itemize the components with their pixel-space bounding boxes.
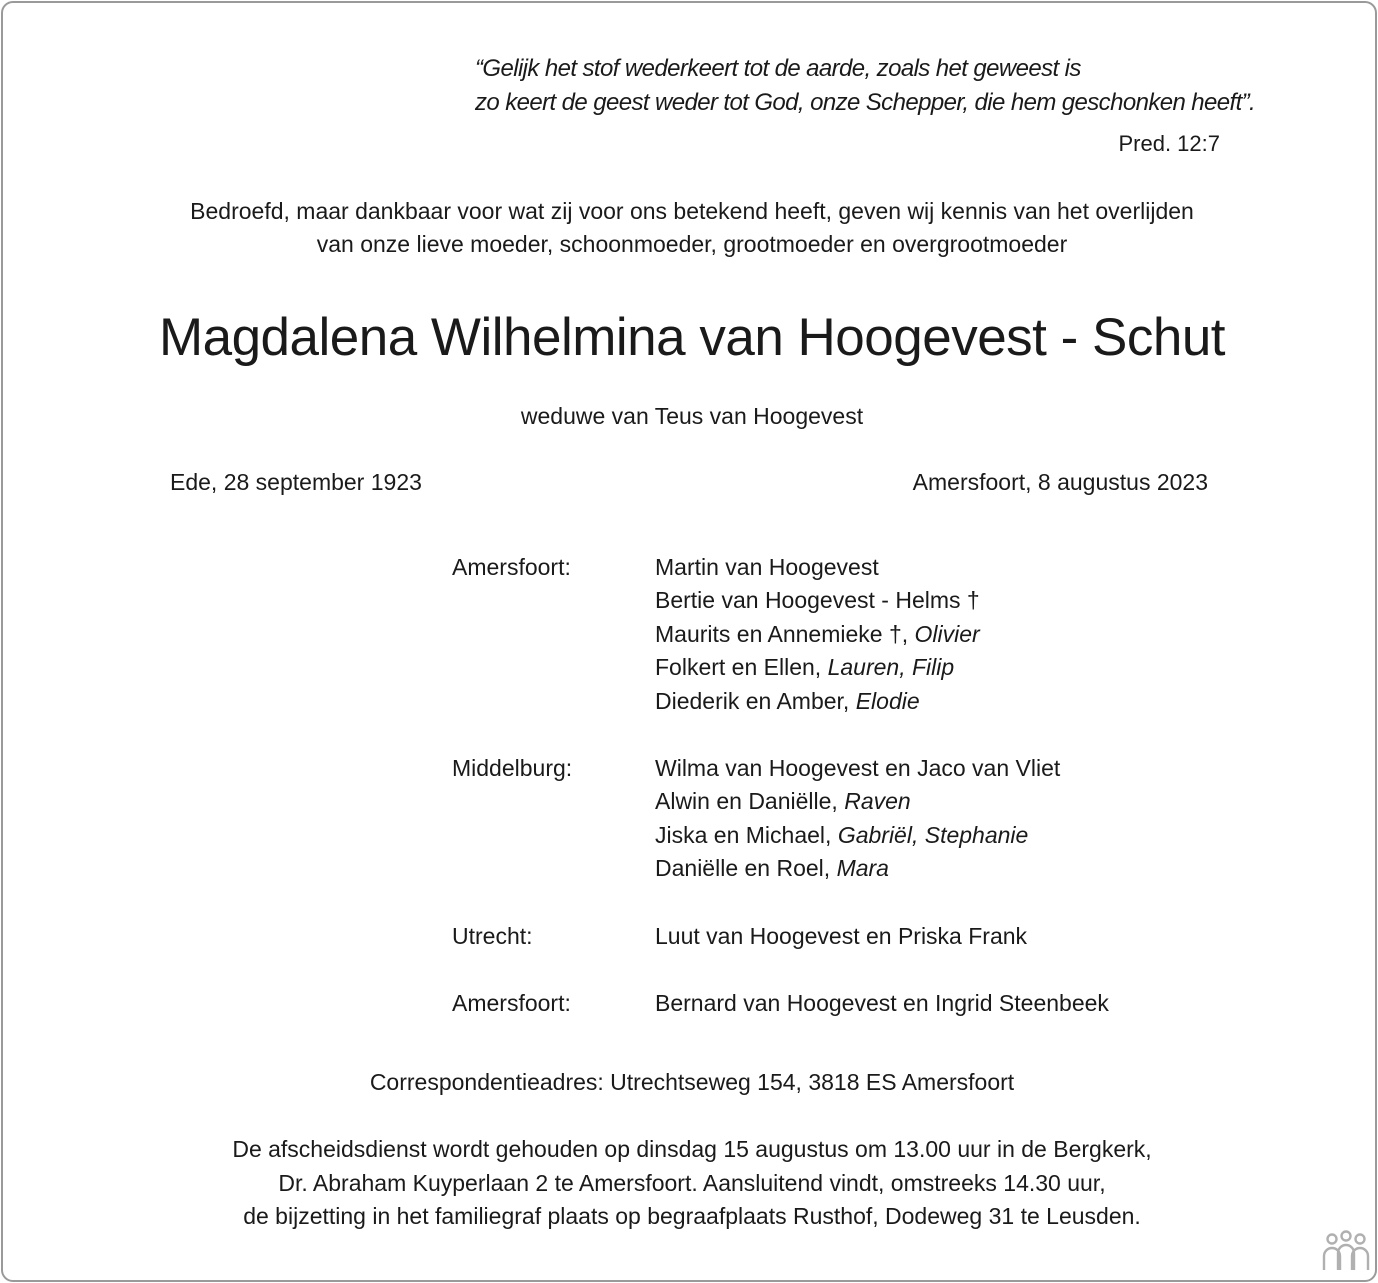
family-group bbox=[452, 987, 1252, 1020]
member-names: Bertie van Hoogevest - Helms † bbox=[655, 587, 980, 614]
family-place: Middelburg: bbox=[452, 755, 573, 782]
family-member bbox=[655, 752, 1060, 785]
widow-of: weduwe van Teus van Hoogevest bbox=[520, 403, 864, 429]
family-list bbox=[452, 551, 1252, 1054]
member-names: Maurits en Annemieke †, bbox=[655, 620, 915, 647]
service-line-3: de bijzetting in het familiegraf plaats op begraafplaats Rusthof, Dodeweg 31 te Leusden. bbox=[243, 1203, 1141, 1229]
family-member bbox=[655, 551, 980, 584]
family-place: Amersfoort: bbox=[452, 554, 571, 580]
member-children: Lauren, Filip bbox=[827, 654, 955, 681]
member-names: Bernard van Hoogevest en Ingrid Steenbeek bbox=[655, 990, 1109, 1017]
member-children: Raven bbox=[844, 788, 911, 815]
correspondence-address: Correspondentieadres: Utrechtseweg 154, 3818 ES Amersfoort bbox=[369, 1069, 1015, 1095]
family-members bbox=[655, 551, 980, 718]
member-children: Gabriël, Stephanie bbox=[837, 821, 1029, 848]
member-children: Elodie bbox=[855, 687, 920, 714]
intro-line-1: Bedroefd, maar dankbaar voor wat zij voor ons betekend heeft, geven wij kennis van het overlijden bbox=[190, 198, 1194, 224]
family-group bbox=[452, 752, 1252, 886]
member-names: Folkert en Ellen, bbox=[655, 654, 828, 681]
quote-line-1: “Gelijk het stof wederkeert tot de aarde, zoals het geweest is bbox=[475, 55, 1081, 82]
family-members bbox=[655, 920, 1027, 953]
family-member bbox=[655, 785, 1060, 818]
family-place: Amersfoort: bbox=[452, 990, 571, 1017]
death-place-date: Amersfoort, 8 augustus 2023 bbox=[912, 469, 1208, 495]
people-group-icon bbox=[1321, 1230, 1371, 1274]
member-names: Luut van Hoogevest en Priska Frank bbox=[655, 922, 1028, 949]
member-names: Jiska en Michael, bbox=[655, 821, 838, 848]
quote-line-2: zo keert de geest weder tot God, onze Schepper, die hem geschonken heeft”. bbox=[475, 89, 1256, 116]
family-members bbox=[655, 752, 1060, 886]
service-line-1: De afscheidsdienst wordt gehouden op dinsdag 15 augustus om 13.00 uur in de Bergkerk, bbox=[232, 1136, 1152, 1162]
family-member bbox=[655, 685, 980, 718]
family-member bbox=[655, 987, 1109, 1020]
quote-reference: Pred. 12:7 bbox=[1118, 131, 1220, 156]
intro-line-2: van onze lieve moeder, schoonmoeder, grootmoeder en overgrootmoeder bbox=[316, 231, 1068, 257]
member-children: Mara bbox=[836, 855, 889, 882]
member-names: Wilma van Hoogevest en Jaco van Vliet bbox=[655, 755, 1061, 782]
member-names: Diederik en Amber, bbox=[655, 687, 856, 714]
service-line-2: Dr. Abraham Kuyperlaan 2 te Amersfoort. Aansluitend vindt, omstreeks 14.30 uur, bbox=[278, 1170, 1106, 1196]
member-names: Alwin en Daniëlle, bbox=[655, 788, 845, 815]
member-names: Daniëlle en Roel, bbox=[655, 855, 837, 882]
family-members bbox=[655, 987, 1109, 1020]
family-member bbox=[655, 651, 980, 684]
family-member bbox=[655, 920, 1027, 953]
family-member bbox=[655, 852, 1060, 885]
family-member bbox=[655, 618, 980, 651]
family-member bbox=[655, 819, 1060, 852]
member-names: Martin van Hoogevest bbox=[655, 554, 879, 580]
family-group bbox=[452, 551, 1252, 718]
birth-place-date: Ede, 28 september 1923 bbox=[170, 469, 422, 495]
family-group bbox=[452, 920, 1252, 953]
member-children: Olivier bbox=[914, 620, 980, 647]
family-place: Utrecht: bbox=[452, 922, 533, 949]
deceased-name: Magdalena Wilhelmina van Hoogevest - Schut bbox=[158, 308, 1226, 367]
family-member bbox=[655, 584, 980, 617]
obituary-card bbox=[1, 1, 1377, 1282]
